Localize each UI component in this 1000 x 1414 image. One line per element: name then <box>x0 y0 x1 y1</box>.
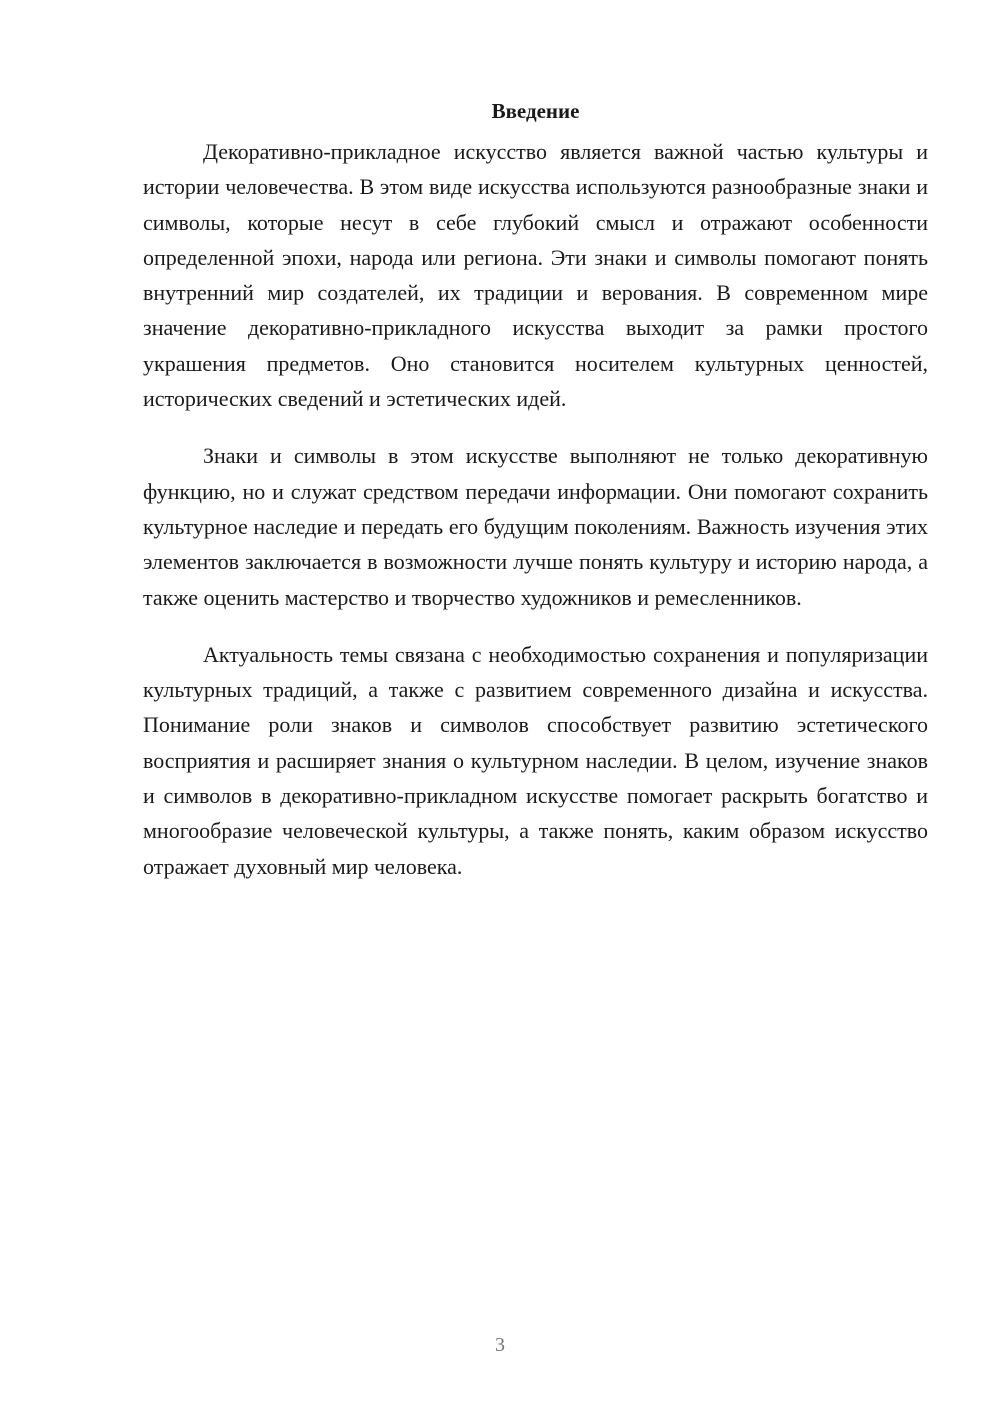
paragraph-2: Знаки и символы в этом искусстве выполняют не только декоративную функцию, но и служат средством передачи информации. Они помогают сохранить культурное наследие и передать его будущим поколениям. Важность изучения этих элементов заключается в возможности лучше понять культуру и историю народа, а также оценить мастерство и творчество художников и ремесленников. <box>143 443 928 610</box>
paragraph-3: Актуальность темы связана с необходимостью сохранения и популяризации культурных традиций, а также с развитием современного дизайна и искусства. Понимание роли знаков и символов способствует развитию эстетического восприятия и расширяет знания о культурном наследии. В целом, изучение знаков и символов в декоративно-прикладном искусстве помогает раскрыть богатство и многообразие человеческой культуры, а также понять, каким образом искусство отражает духовный мир человека. <box>143 641 928 879</box>
paragraph-1: Декоративно-прикладное искусство является важной частью культуры и истории человечества. В этом виде искусства используются разнообразные знаки и символы, которые несут в себе глубокий смысл и отражают особенности определенной эпохи, народа или региона. Эти знаки и символы помогают понять внутренний мир создателей, их традиции и верования. В современном мире значение декоративно-прикладного искусства выходит за рамки простого украшения предметов. Оно становится носителем культурных ценностей, исторических сведений и эстетических идей. <box>143 139 928 412</box>
section-title: Введение <box>491 99 580 123</box>
page-number: 3 <box>495 1334 505 1356</box>
page-content <box>143 96 928 906</box>
